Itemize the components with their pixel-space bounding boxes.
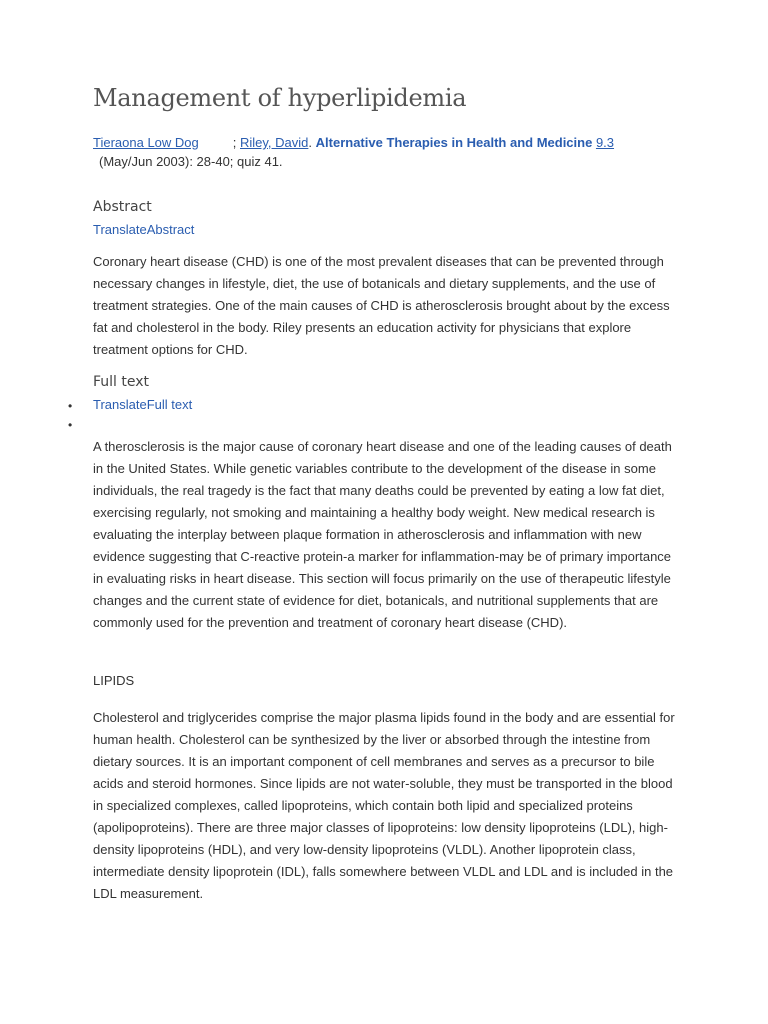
fulltext-paragraph-lipids: Cholesterol and triglycerides comprise the major plasma lipids found in the body and are essential for human health. Cholesterol can be synthesized by the liver or absorbed through the intestine from dietary sources. It is an important component of cell membranes and serves as a precursor to bile acids and steroid hormones. Since lipids are not water-soluble, they must be transported in the blood in specialized complexes, called lipoproteins, which contain both lipid and specialized proteins (apolipoproteins). There are three major classes of lipoproteins: low density lipoproteins (LDL), high-density lipoproteins (HDL), and very low-density lipoproteins (VLDL). Another lipoprotein class, intermediate density lipoprotein (IDL), falls somewhere between VLDL and LDL and is included in the LDL measurement. bbox=[93, 710, 675, 901]
journal-name: Alternative Therapies in Health and Medicine bbox=[315, 135, 593, 150]
volume-link[interactable]: 9.3 bbox=[595, 135, 615, 150]
fulltext-paragraph-1: A therosclerosis is the major cause of coronary heart disease and one of the leading causes of death in the United States. While genetic variables contribute to the development of the disease in some individuals, the real tragedy is the fact that many deaths could be prevented by eating a low fat diet, exercising regularly, not smoking and maintaining a healthy body weight. New medical research is evaluating the interplay between plaque formation in atherosclerosis and inflammation with new evidence suggesting that C-reactive protein-a marker for inflammation-may be of primary importance in evaluating risks in heart disease. This section will focus primarily on the use of therapeutic lifestyle changes and the current state of evidence for diet, botanicals, and nutritional supplements that are commonly used for the prevention and treatment of coronary heart disease (CHD). bbox=[93, 439, 672, 630]
author-link-low-dog[interactable]: Tieraona Low Dog bbox=[93, 135, 199, 150]
translate-fulltext-link[interactable]: TranslateFull text bbox=[93, 397, 193, 412]
citation bbox=[93, 133, 673, 171]
page-title: Management of hyperlipidemia bbox=[93, 84, 467, 112]
bullet-1: • bbox=[68, 399, 73, 413]
fulltext-heading: Full text bbox=[93, 374, 150, 390]
issue-info: (May/Jun 2003): 28-40; quiz 41. bbox=[99, 154, 283, 169]
translate-abstract-link[interactable]: TranslateAbstract bbox=[93, 222, 195, 237]
bullet-2: • bbox=[68, 418, 73, 432]
author-separator: ; bbox=[232, 135, 237, 150]
abstract-heading: Abstract bbox=[93, 199, 152, 215]
author-link-riley[interactable]: Riley, David bbox=[240, 135, 309, 150]
author-end: . bbox=[308, 135, 313, 150]
section-heading-lipids: LIPIDS bbox=[93, 673, 135, 688]
abstract-text: Coronary heart disease (CHD) is one of the most prevalent diseases that can be prevented through necessary changes in lifestyle, diet, the use of botanicals and dietary supplements, and the use of treatment strategies. One of the main causes of CHD is atherosclerosis brought about by the excess fat and cholesterol in the body. Riley presents an education activity for physicians that explore treatment options for CHD. bbox=[93, 254, 670, 357]
